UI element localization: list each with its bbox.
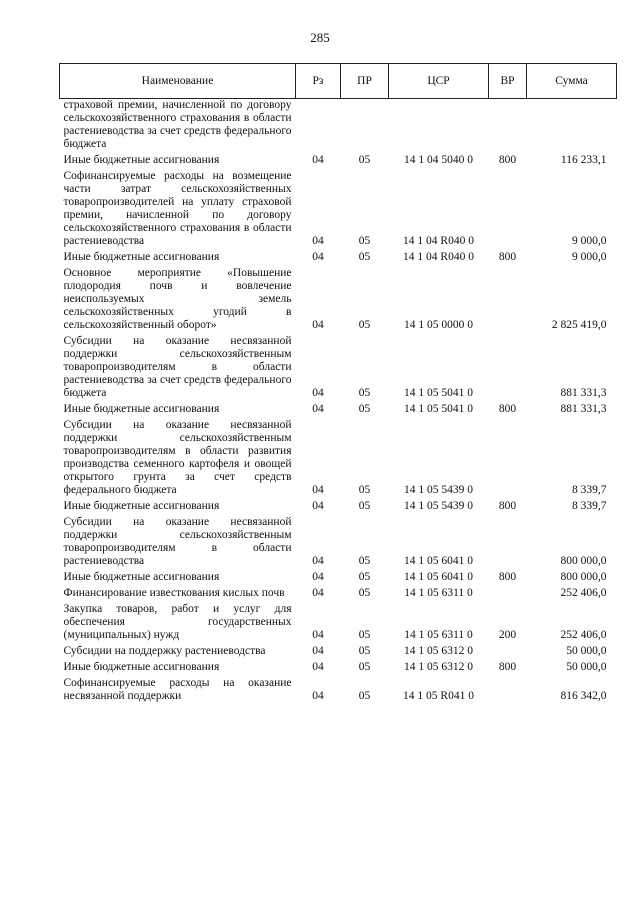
table-row bbox=[60, 99, 617, 155]
row-rz: 04 bbox=[312, 645, 324, 657]
row-pr: 05 bbox=[358, 500, 371, 512]
row-name: страховой премии, начисленной по договору сельскохозяйственного страхования в области растениеводства за счет средств федерального бюджета bbox=[63, 99, 292, 150]
row-name: Иные бюджетные ассигнования bbox=[63, 500, 220, 512]
table-row bbox=[60, 419, 617, 500]
header-pr: ПР bbox=[341, 64, 389, 99]
row-sum: 881 331,3 bbox=[560, 387, 607, 399]
row-rz: 04 bbox=[312, 403, 324, 415]
row-rz: 04 bbox=[312, 661, 324, 673]
row-name: Софинансируемые расходы на оказание несвязанной поддержки bbox=[63, 677, 292, 702]
row-vr bbox=[489, 587, 527, 603]
row-csr: 14 1 05 6312 0 bbox=[404, 661, 473, 673]
row-rz: 04 bbox=[312, 387, 324, 399]
row-rz: 04 bbox=[312, 319, 324, 331]
row-csr: 14 1 04 R040 0 bbox=[403, 235, 474, 247]
row-pr: 05 bbox=[358, 555, 371, 567]
row-rz: 04 bbox=[312, 587, 324, 599]
row-csr: 14 1 05 6312 0 bbox=[404, 645, 473, 657]
row-csr: 14 1 04 5040 0 bbox=[404, 154, 473, 166]
row-sum: 9 000,0 bbox=[572, 251, 607, 263]
row-csr: 14 1 05 6041 0 bbox=[404, 571, 473, 583]
row-pr: 05 bbox=[358, 571, 371, 583]
table-row bbox=[60, 661, 617, 677]
row-sum: 50 000,0 bbox=[566, 661, 607, 673]
table-row bbox=[60, 603, 617, 645]
row-pr bbox=[341, 99, 389, 155]
row-csr bbox=[389, 99, 489, 155]
table-row bbox=[60, 154, 617, 170]
row-vr bbox=[489, 516, 527, 571]
row-name: Иные бюджетные ассигнования bbox=[63, 661, 220, 673]
row-rz: 04 bbox=[312, 251, 324, 263]
row-pr: 05 bbox=[358, 235, 371, 247]
row-sum: 252 406,0 bbox=[560, 629, 607, 641]
row-sum: 8 339,7 bbox=[572, 500, 607, 512]
row-vr bbox=[489, 267, 527, 335]
header-row bbox=[60, 64, 617, 99]
row-sum: 9 000,0 bbox=[572, 235, 607, 247]
row-vr: 800 bbox=[498, 500, 517, 512]
row-name: Субсидии на оказание несвязанной поддержки сельскохозяйственным товаропроизводителям в области развития производства семенного картофеля и овощей открытого грунта за счет средств федерального бюджета bbox=[63, 419, 292, 496]
row-rz: 04 bbox=[312, 690, 324, 702]
row-sum: 252 406,0 bbox=[560, 587, 607, 599]
row-pr: 05 bbox=[358, 484, 371, 496]
table-row bbox=[60, 170, 617, 251]
row-csr: 14 1 05 6311 0 bbox=[404, 587, 473, 599]
row-vr bbox=[489, 170, 527, 251]
row-pr: 05 bbox=[358, 319, 371, 331]
row-pr: 05 bbox=[358, 690, 371, 702]
row-vr: 800 bbox=[498, 571, 517, 583]
row-rz: 04 bbox=[312, 154, 324, 166]
row-csr: 14 1 05 6041 0 bbox=[404, 555, 473, 567]
table-row bbox=[60, 587, 617, 603]
table-row bbox=[60, 251, 617, 267]
budget-table bbox=[59, 63, 617, 706]
row-name: Софинансируемые расходы на возмещение части затрат сельскохозяйственных товаропроизводителей на уплату страховой премии, начисленной по договору сельскохозяйственного страхования в области растениеводства bbox=[63, 170, 292, 247]
row-sum: 800 000,0 bbox=[560, 555, 607, 567]
table-row bbox=[60, 645, 617, 661]
row-name: Субсидии на оказание несвязанной поддержки сельскохозяйственным товаропроизводителям в области растениеводства bbox=[63, 516, 292, 567]
table-header bbox=[60, 64, 617, 99]
table-row bbox=[60, 516, 617, 571]
row-rz: 04 bbox=[312, 500, 324, 512]
row-pr: 05 bbox=[358, 629, 371, 641]
row-name: Иные бюджетные ассигнования bbox=[63, 154, 220, 166]
row-pr: 05 bbox=[358, 661, 371, 673]
table-row bbox=[60, 677, 617, 706]
row-pr: 05 bbox=[358, 387, 371, 399]
row-vr: 200 bbox=[498, 629, 517, 641]
row-sum: 816 342,0 bbox=[560, 690, 607, 702]
row-name: Субсидии на поддержку растениеводства bbox=[63, 645, 266, 657]
header-csr: ЦСР bbox=[389, 64, 489, 99]
row-sum: 116 233,1 bbox=[560, 154, 607, 166]
row-name: Финансирование известкования кислых почв bbox=[63, 587, 285, 599]
row-vr bbox=[489, 677, 527, 706]
page-number: 285 bbox=[310, 30, 330, 45]
row-name: Субсидии на оказание несвязанной поддержки сельскохозяйственным товаропроизводителям в области растениеводства за счет средств федерального бюджета bbox=[63, 335, 292, 399]
table-row bbox=[60, 403, 617, 419]
header-vr: ВР bbox=[489, 64, 527, 99]
row-vr bbox=[489, 645, 527, 661]
row-csr: 14 1 04 R040 0 bbox=[403, 251, 474, 263]
row-name: Иные бюджетные ассигнования bbox=[63, 403, 220, 415]
row-sum: 881 331,3 bbox=[560, 403, 607, 415]
header-sum: Сумма bbox=[527, 64, 617, 99]
row-csr: 14 1 05 5439 0 bbox=[404, 500, 473, 512]
row-rz: 04 bbox=[312, 555, 324, 567]
row-pr: 05 bbox=[358, 587, 371, 599]
row-rz: 04 bbox=[312, 629, 324, 641]
row-rz bbox=[296, 99, 341, 155]
row-sum: 800 000,0 bbox=[560, 571, 607, 583]
row-name: Закупка товаров, работ и услуг для обеспечения государственных (муниципальных) нужд bbox=[63, 603, 292, 641]
row-csr: 14 1 05 5041 0 bbox=[404, 387, 473, 399]
row-csr: 14 1 05 0000 0 bbox=[404, 319, 473, 331]
row-vr bbox=[489, 419, 527, 500]
row-vr bbox=[489, 335, 527, 403]
table-body bbox=[60, 99, 617, 707]
row-csr: 14 1 05 R041 0 bbox=[403, 690, 474, 702]
header-name: Наименование bbox=[60, 64, 296, 99]
row-rz: 04 bbox=[312, 235, 324, 247]
row-pr: 05 bbox=[358, 645, 371, 657]
row-pr: 05 bbox=[358, 154, 371, 166]
row-sum: 50 000,0 bbox=[566, 645, 607, 657]
row-name: Иные бюджетные ассигнования bbox=[63, 571, 220, 583]
table-row bbox=[60, 267, 617, 335]
row-pr: 05 bbox=[358, 251, 371, 263]
row-name: Основное мероприятие «Повышение плодородия почв и вовлечение неиспользуемых земель сельскохозяйственных угодий в сельскохозяйственный оборот» bbox=[63, 267, 292, 331]
row-name: Иные бюджетные ассигнования bbox=[63, 251, 220, 263]
row-csr: 14 1 05 5439 0 bbox=[404, 484, 473, 496]
row-vr: 800 bbox=[498, 403, 517, 415]
row-csr: 14 1 05 6311 0 bbox=[404, 629, 473, 641]
row-vr: 800 bbox=[498, 154, 517, 166]
table-row bbox=[60, 335, 617, 403]
row-rz: 04 bbox=[312, 484, 324, 496]
table-row bbox=[60, 571, 617, 587]
row-csr: 14 1 05 5041 0 bbox=[404, 403, 473, 415]
row-vr bbox=[489, 99, 527, 155]
row-sum bbox=[527, 99, 617, 155]
table-row bbox=[60, 500, 617, 516]
row-rz: 04 bbox=[312, 571, 324, 583]
header-rz: Рз bbox=[296, 64, 341, 99]
row-vr: 800 bbox=[498, 251, 517, 263]
row-vr: 800 bbox=[498, 661, 517, 673]
row-sum: 8 339,7 bbox=[572, 484, 607, 496]
row-pr: 05 bbox=[358, 403, 371, 415]
row-sum: 2 825 419,0 bbox=[551, 319, 607, 331]
